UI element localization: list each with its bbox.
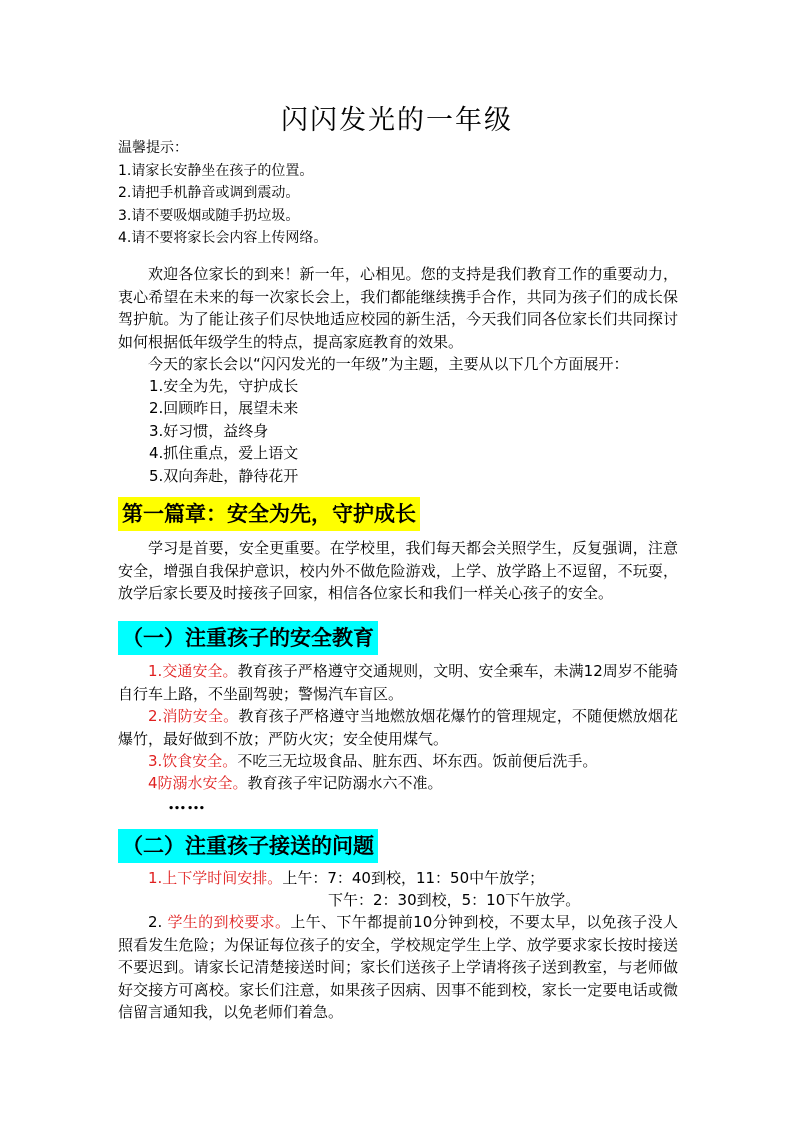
- page-title: 闪闪发光的一年级: [281, 105, 513, 136]
- item-text: 不吃三无垃圾食品、脏东西、坏东西。饭前便后洗手。: [237, 752, 598, 770]
- tip-item: 2.请把手机静音或调到震动。: [118, 185, 300, 201]
- arrival-requirement: [118, 911, 678, 1024]
- intro-paragraph: 欢迎各位家长的到来！新一年，心相见。您的支持是我们教育工作的重要动力，衷心希望在未来的每一次家长会上，我们都能继续携手合作，共同为孩子们的成长保驾护航。为了能让孩子们尽快地适应校园的新生活，今天我们同各位家长们共同探讨如何根据低年级学生的特点，提高家庭教育的效果。: [118, 265, 678, 351]
- item-label: 2.消防安全。: [148, 707, 239, 725]
- item-text: 教育孩子严格遵守当地燃放烟花爆竹的管理规定，不随便燃放烟花爆竹，最好做到不放；严防火灾；安全使用煤气。: [118, 707, 679, 748]
- intro-theme: 今天的家长会以“闪闪发光的一年级”为主题，主要从以下几个方面展开：: [148, 355, 629, 373]
- item-text: 教育孩子严格遵守交通规则，文明、安全乘车，未满12周岁不能骑自行车上路，不坐副驾驶；警惕汽车盲区。: [118, 662, 678, 703]
- schedule-afternoon: 下午：2：30到校，5：10下午放学。: [328, 891, 581, 909]
- safety-item-water: [118, 772, 678, 795]
- item-text: 上午、下午都提前10分钟到校，不要太早，以免孩子没人照看发生危险；为保证每位孩子的安全，学校规定学生上学、放学要求家长按时接送不要迟到。请家长记清楚接送时间；家长们送孩子上学请将孩子送到教室，与老师做好交接方可离校。家长们注意，如果孩子因病、因事不能到校，家长一定要电话或微信留言通知我，以免老师们着急。: [118, 913, 678, 1021]
- outline-item: 5.双向奔赴，静待花开: [149, 467, 299, 485]
- outline-item: 4.抓住重点，爱上语文: [149, 444, 299, 462]
- section2-heading: （二）注重孩子接送的问题: [118, 829, 378, 863]
- item-label: 1.上下学时间安排。: [148, 869, 283, 887]
- section1-heading: （一）注重孩子的安全教育: [118, 621, 378, 655]
- outline-item: 3.好习惯，益终身: [149, 422, 269, 440]
- tips-heading: 温馨提示：: [118, 140, 188, 156]
- schedule-morning: 上午：7：40到校，11：50中午放学；: [282, 869, 545, 887]
- ellipsis: ……: [168, 793, 206, 814]
- tip-item: 1.请家长安静坐在孩子的位置。: [118, 162, 314, 179]
- chapter1-heading: 第一篇章：安全为先，守护成长: [118, 497, 420, 531]
- tip-item: 4.请不要将家长会内容上传网络。: [118, 230, 328, 246]
- item-prefix: 2.: [148, 913, 168, 931]
- outline-item: 2.回顾昨日，展望未来: [149, 399, 299, 417]
- outline-item: 1.安全为先，守护成长: [149, 377, 299, 395]
- safety-item-traffic: [118, 660, 678, 705]
- chapter1-paragraph: 学习是首要，安全更重要。在学校里，我们每天都会关照学生，反复强调，注意安全，增强自我保护意识，校内外不做危险游戏，上学、放学路上不逗留，不玩耍，放学后家长要及时接孩子回家，相信各位家长和我们一样关心孩子的安全。: [118, 539, 678, 602]
- item-text: 教育孩子牢记防溺水六不准。: [247, 774, 443, 792]
- item-label: 3.饮食安全。: [148, 752, 238, 770]
- item-label: 学生的到校要求。: [167, 913, 291, 931]
- item-label: 1.交通安全。: [148, 662, 238, 680]
- safety-item-food: [118, 750, 678, 773]
- schedule-line-morning: [148, 867, 544, 890]
- tips-block: [118, 137, 327, 250]
- safety-item-fire: [118, 705, 678, 750]
- tip-item: 3.请不要吸烟或随手扔垃圾。: [118, 207, 300, 224]
- item-label: 4防溺水安全。: [148, 774, 248, 792]
